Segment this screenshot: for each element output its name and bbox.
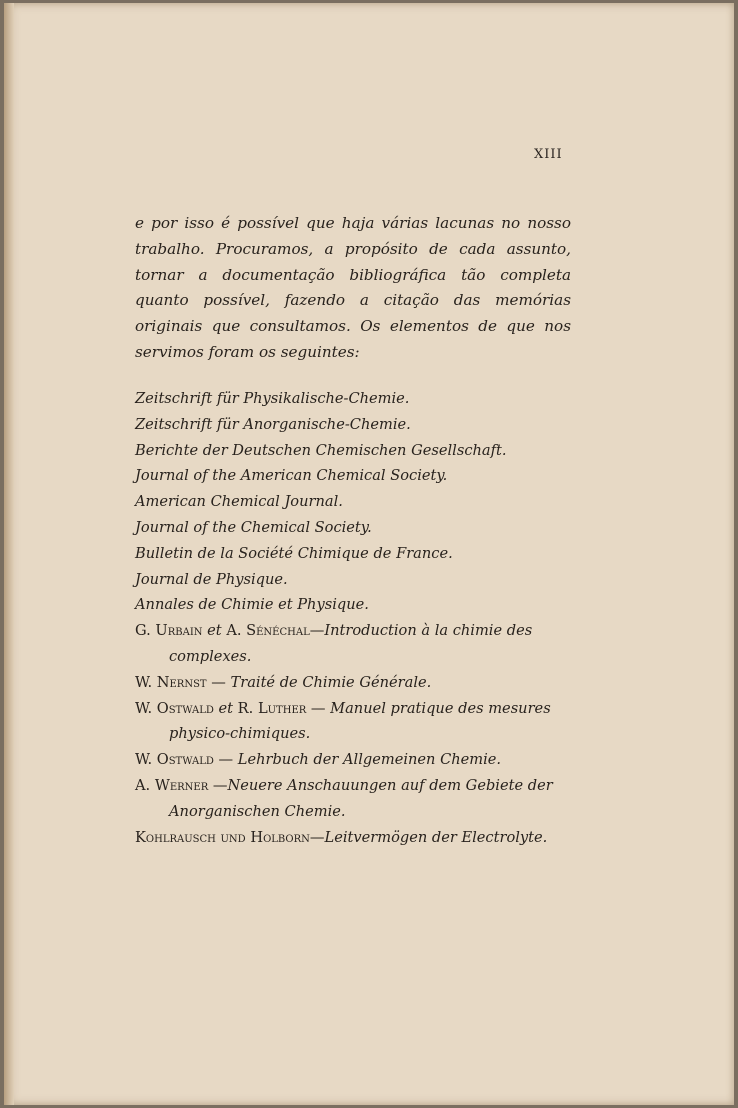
intro-paragraph: e por isso é possível que haja várias lacunas no nosso trabalho. Procuramos, a propósito de cada assunto, tornar a documentação bibliográfica tão completa quanto possível, fazendo a citação das memórias originais que consultamos. Os elementos de que nos servimos foram os seguintes: <box>135 214 571 361</box>
book-item <box>135 747 575 773</box>
book-author: W. Ostwald <box>135 751 214 769</box>
book-dash: — <box>306 699 331 717</box>
book-title: Leitvermögen der Electrolyte. <box>324 828 548 846</box>
book-item <box>135 696 575 748</box>
book-conjunction: et <box>207 622 222 640</box>
book-author: W. Ostwald <box>135 699 214 717</box>
book-author: W. Nernst <box>135 673 207 691</box>
book-dash: — <box>206 673 231 691</box>
book-dash: — <box>309 622 325 640</box>
book-author: A. Sénéchal <box>226 622 310 640</box>
journal-item: Journal of the American Chemical Society. <box>135 467 448 485</box>
book-author: A. Werner <box>135 776 209 794</box>
book-dash: — <box>309 828 325 846</box>
book-item <box>135 670 575 696</box>
book-title: Lehrbuch der Allgemeinen Chemie. <box>237 751 502 769</box>
book-author: R. Luther <box>237 699 307 717</box>
bibliography-list <box>135 386 575 850</box>
book-item <box>135 773 575 825</box>
book-page <box>4 3 734 1105</box>
journal-item: Journal de Physique. <box>135 570 288 588</box>
journal-item: American Chemical Journal. <box>135 493 343 511</box>
journal-item: Bulletin de la Société Chimique de France. <box>135 544 453 562</box>
book-title: Manuel pratique des mesures physico-chimiques. <box>169 699 551 743</box>
journal-item: Journal of the Chemical Society. <box>135 518 372 536</box>
book-title: Introduction à la chimie des complexes. <box>169 622 533 665</box>
book-dash: — <box>208 776 228 794</box>
book-title: Neuere Anschauungen auf dem Gebiete der Anorganischen Chemie. <box>169 776 553 820</box>
page-spine-shadow <box>4 3 14 1105</box>
journal-item: Zeitschrift für Anorganische-Chemie. <box>135 415 411 433</box>
book-title: Traité de Chimie Générale. <box>230 673 432 691</box>
page-number: XIII <box>534 147 563 162</box>
book-dash: — <box>213 751 238 769</box>
book-conjunction: et <box>218 699 234 717</box>
book-author: Kohlrausch und Holborn <box>135 828 310 846</box>
book-item <box>135 825 575 851</box>
journal-item: Annales de Chimie et Physique. <box>135 596 369 614</box>
journal-item: Berichte der Deutschen Chemischen Gesellschaft. <box>135 441 507 459</box>
book-item <box>135 618 575 670</box>
journal-item: Zeitschrift für Physikalische-Chemie. <box>135 390 410 407</box>
book-author: G. Urbain <box>135 622 203 640</box>
